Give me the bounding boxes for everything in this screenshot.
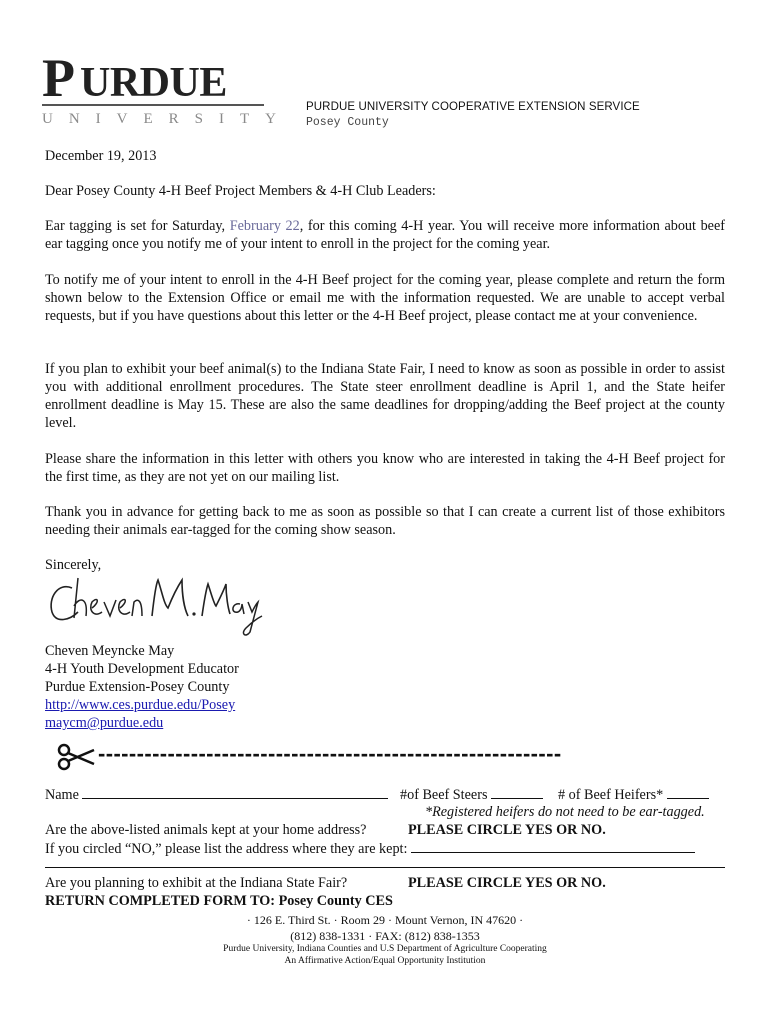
purdue-logo bbox=[42, 50, 264, 102]
alternate-address-line[interactable] bbox=[45, 867, 725, 868]
ear-tag-date: February 22 bbox=[229, 218, 300, 234]
heifer-note: *Registered heifers do not need to be ear-tagged. bbox=[425, 804, 705, 820]
paragraph-ear-tagging: Ear tagging is set for Saturday, February 22, for this coming 4-H year. You will receive more information about beef ear tagging once you notify me of your intent to enroll in the project for the coming year. bbox=[45, 218, 725, 252]
return-form-to: RETURN COMPLETED FORM TO: Posey County CES bbox=[45, 893, 393, 909]
closing: Sincerely, bbox=[45, 557, 102, 573]
svg-text:P: P bbox=[42, 50, 74, 102]
cut-line-dashes: ------------------------------------------------------------ bbox=[98, 741, 562, 766]
handwritten-signature bbox=[44, 568, 264, 640]
service-title: PURDUE UNIVERSITY COOPERATIVE EXTENSION SERVICE bbox=[306, 101, 640, 113]
beef-heifers-field[interactable]: # of Beef Heifers* bbox=[558, 785, 709, 804]
sender-title: 4-H Youth Development Educator bbox=[45, 661, 239, 677]
paragraph-share: Please share the information in this letter with others you know who are interested in taking the 4-H Beef project for the first time, as they are not yet on our mailing list. bbox=[45, 451, 725, 485]
footer-cooperation: Purdue University, Indiana Counties and U.S Department of Agriculture Cooperating bbox=[223, 944, 547, 954]
alternate-address-field[interactable]: If you circled “NO,” please list the address where they are kept: bbox=[45, 839, 695, 858]
logo-university: UNIVERSITY bbox=[42, 111, 292, 127]
footer-equal-opportunity: An Affirmative Action/Equal Opportunity Institution bbox=[284, 956, 486, 966]
paragraph-notify: To notify me of your intent to enroll in the 4-H Beef project for the coming year, please complete and return the form shown below to the Extension Office or email me with the information requested. We are unable to accept verbal requests, but if you have questions about this letter or the 4-H Beef project, please contact me at your convenience. bbox=[45, 272, 725, 324]
footer-address: · 126 E. Third St. · Room 29 · Mount Vernon, IN 47620 · bbox=[246, 913, 524, 927]
beef-steers-field[interactable]: #of Beef Steers bbox=[400, 785, 543, 804]
home-address-question: Are the above-listed animals kept at your home address? bbox=[45, 822, 367, 838]
sender-name: Cheven Meyncke May bbox=[45, 643, 175, 659]
footer-phone: (812) 838-1331 · FAX: (812) 838-1353 bbox=[290, 929, 480, 943]
sender-office: Purdue Extension-Posey County bbox=[45, 679, 230, 695]
letter-date: December 19, 2013 bbox=[45, 148, 157, 164]
paragraph-thanks: Thank you in advance for getting back to me as soon as possible so that I can create a current list of those exhibitors needing their animals ear-tagged for the coming show season. bbox=[45, 504, 725, 538]
svg-text:URDUE: URDUE bbox=[80, 60, 227, 102]
salutation: Dear Posey County 4-H Beef Project Members & 4-H Club Leaders: bbox=[45, 183, 436, 199]
sender-email-link[interactable]: maycm@purdue.edu bbox=[45, 715, 164, 731]
county-name: Posey County bbox=[306, 116, 389, 129]
state-fair-question: Are you planning to exhibit at the Indiana State Fair? bbox=[45, 875, 348, 891]
name-field[interactable]: Name bbox=[45, 785, 388, 804]
home-address-circle-yes-no[interactable]: PLEASE CIRCLE YES OR NO. bbox=[408, 822, 606, 838]
sender-website-link[interactable]: http://www.ces.purdue.edu/Posey bbox=[45, 697, 236, 713]
scissors-icon bbox=[56, 742, 96, 772]
logo-rule bbox=[42, 104, 264, 106]
paragraph-state-fair: If you plan to exhibit your beef animal(s) to the Indiana State Fair, I need to know as soon as possible in order to assist you with additional enrollment procedures. The State steer enrollment deadline is April 1, and the State heifer enrollment deadline is May 15. These are also the same deadlines for dropping/adding the Beef project at the county level. bbox=[45, 361, 725, 431]
state-fair-circle-yes-no[interactable]: PLEASE CIRCLE YES OR NO. bbox=[408, 875, 606, 891]
